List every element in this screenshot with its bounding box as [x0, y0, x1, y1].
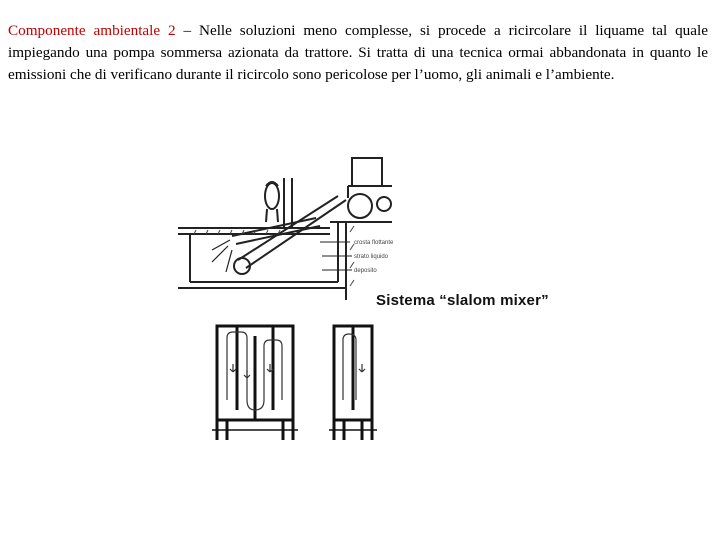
cow-icon [265, 182, 279, 222]
layer-label-crust: crosta flottante [354, 240, 394, 246]
slalom-mixer-plan-diagram [212, 326, 298, 440]
figure-caption: Sistema “slalom mixer” [376, 292, 549, 309]
layer-label-liquid: strato liquido [354, 254, 389, 260]
body-text: – Nelle soluzioni meno complesse, si procede a ricircolare il liquame tal quale impiegando una pompa sommersa azionata da trattore. Si tratta di una tecnica ormai abbandonata in quanto le emissioni che di verificano durante il ricircolo sono pericolose per l’uomo, gli animali e l’ambiente. [8, 22, 708, 84]
layer-label-sediment: deposito [354, 268, 377, 274]
tractor-icon [348, 158, 392, 218]
slalom-mixer-plan-diagram-2 [329, 326, 377, 440]
section-heading: Componente ambientale 2 [8, 22, 176, 40]
